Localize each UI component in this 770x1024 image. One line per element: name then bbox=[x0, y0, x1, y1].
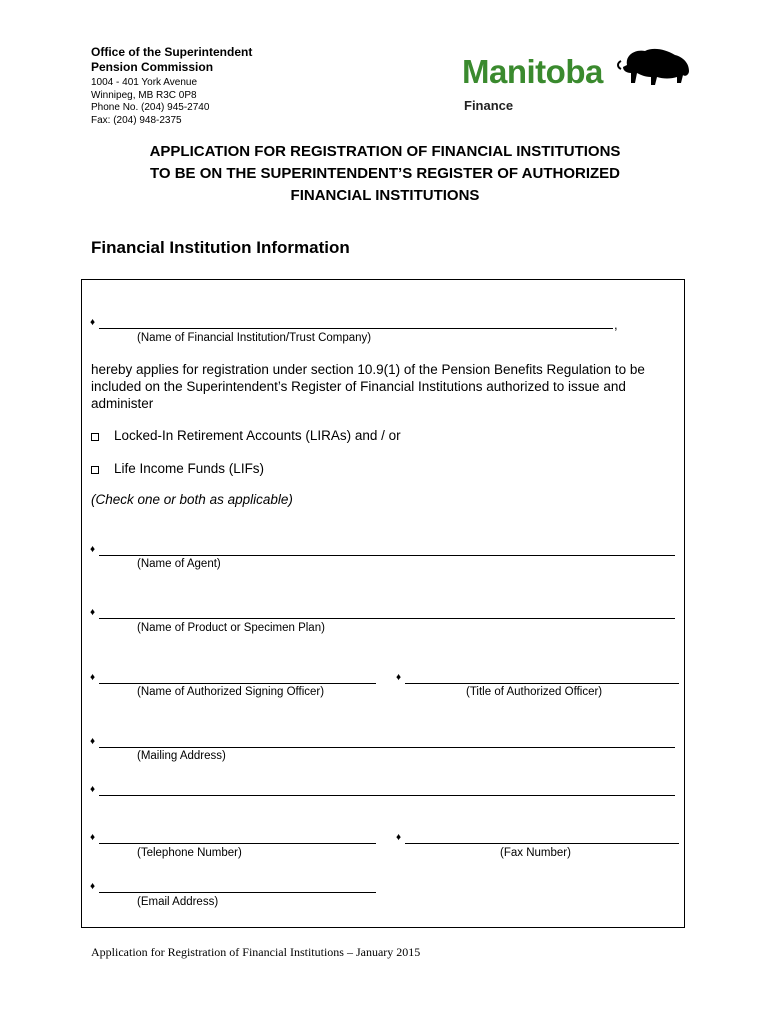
bullet-icon: ♦ bbox=[90, 881, 96, 892]
address-line2: Winnipeg, MB R3C 0P8 bbox=[91, 89, 197, 101]
application-statement bbox=[91, 361, 681, 412]
lira-option-label: Locked-In Retirement Accounts (LIRAs) and / or bbox=[114, 428, 401, 443]
bullet-icon: ♦ bbox=[90, 607, 96, 618]
form-title-line2: TO BE ON THE SUPERINTENDENT’S REGISTER OF AUTHORIZED bbox=[149, 165, 621, 182]
institution-comma: , bbox=[614, 317, 618, 332]
bullet-icon: ♦ bbox=[396, 672, 402, 683]
office-contact-block bbox=[91, 45, 252, 127]
address-line1: 1004 - 401 York Avenue bbox=[91, 77, 198, 88]
signing-officer-caption: (Name of Authorized Signing Officer) bbox=[137, 686, 325, 698]
check-note: (Check one or both as applicable) bbox=[91, 492, 293, 507]
logo-wordmark: Manitoba bbox=[462, 53, 603, 90]
office-name-line1: Office of the Superintendent bbox=[91, 45, 253, 59]
telephone-field[interactable] bbox=[99, 843, 376, 844]
fax-caption: (Fax Number) bbox=[500, 847, 571, 859]
bison-icon bbox=[617, 45, 695, 93]
bullet-icon: ♦ bbox=[90, 672, 96, 683]
product-name-field[interactable] bbox=[99, 618, 675, 619]
product-caption: (Name of Product or Specimen Plan) bbox=[137, 622, 325, 634]
email-field[interactable] bbox=[99, 892, 376, 893]
mailing-address-line2-field[interactable] bbox=[99, 795, 675, 796]
bullet-icon: ♦ bbox=[90, 544, 96, 555]
institution-caption: (Name of Financial Institution/Trust Company) bbox=[137, 332, 372, 344]
email-caption: (Email Address) bbox=[137, 896, 219, 908]
manitoba-finance-logo bbox=[462, 43, 694, 115]
signing-officer-field[interactable] bbox=[99, 683, 376, 684]
lira-checkbox[interactable] bbox=[91, 433, 99, 441]
page-footer: Application for Registration of Financial Institutions – January 2015 bbox=[91, 945, 421, 959]
fax-field[interactable] bbox=[405, 843, 679, 844]
officer-title-field[interactable] bbox=[405, 683, 679, 684]
form-title-line1: APPLICATION FOR REGISTRATION OF FINANCIAL INSTITUTIONS bbox=[149, 143, 621, 160]
form-title bbox=[88, 141, 682, 207]
telephone-caption: (Telephone Number) bbox=[137, 847, 242, 859]
fax-number: Fax: (204) 948-2375 bbox=[91, 114, 182, 126]
phone-number: Phone No. (204) 945-2740 bbox=[91, 102, 210, 113]
mailing-caption: (Mailing Address) bbox=[137, 750, 226, 762]
bullet-icon: ♦ bbox=[396, 832, 402, 843]
office-name-line2: Pension Commission bbox=[91, 60, 214, 74]
agent-name-field[interactable] bbox=[99, 555, 675, 556]
mailing-address-field[interactable] bbox=[99, 747, 675, 748]
statement-line1: hereby applies for registration under section 10.9(1) of the Pension Benefits Regulation to be bbox=[91, 362, 645, 377]
form-title-line3: FINANCIAL INSTITUTIONS bbox=[290, 187, 480, 204]
statement-line3: administer bbox=[91, 396, 154, 411]
bullet-icon: ♦ bbox=[90, 832, 96, 843]
officer-title-caption: (Title of Authorized Officer) bbox=[466, 686, 603, 698]
section-title: Financial Institution Information bbox=[91, 238, 350, 257]
bullet-icon: ♦ bbox=[90, 317, 96, 328]
lif-checkbox[interactable] bbox=[91, 466, 99, 474]
lif-option-label: Life Income Funds (LIFs) bbox=[114, 461, 265, 476]
bullet-icon: ♦ bbox=[90, 784, 96, 795]
statement-line2: included on the Superintendent’s Register of Financial Institutions authorized to issue and bbox=[91, 379, 626, 394]
institution-name-field[interactable] bbox=[99, 328, 613, 329]
agent-caption: (Name of Agent) bbox=[137, 558, 221, 570]
logo-subtitle: Finance bbox=[464, 98, 514, 113]
bullet-icon: ♦ bbox=[90, 736, 96, 747]
